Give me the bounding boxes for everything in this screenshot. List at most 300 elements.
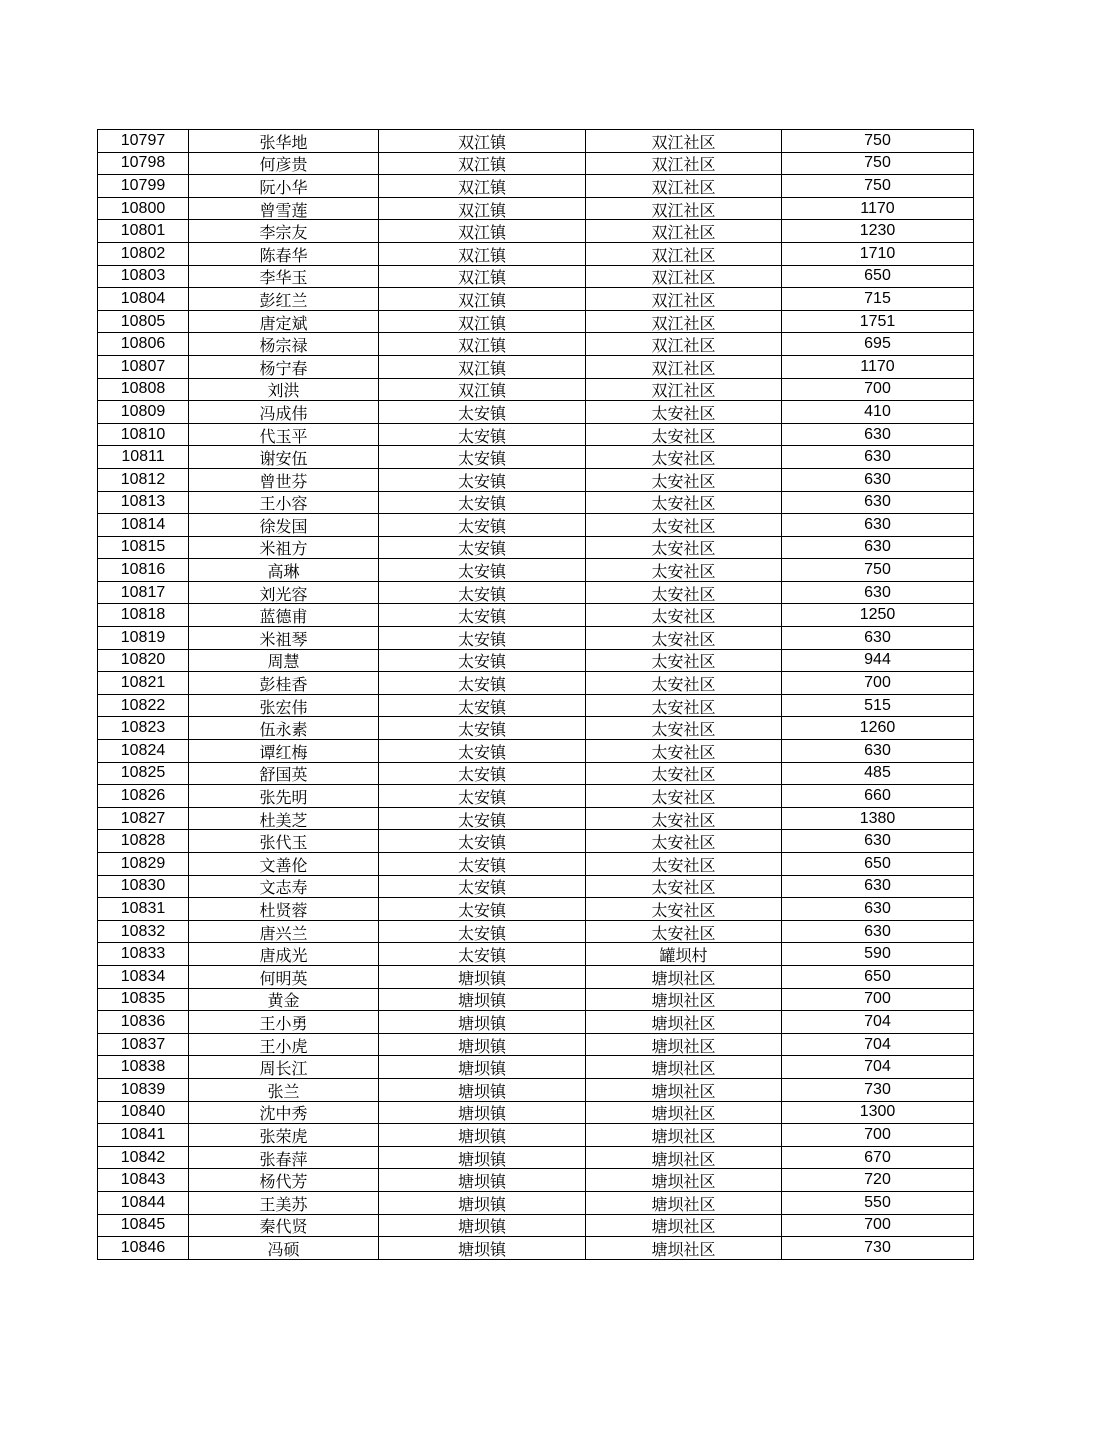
record-id-cell: 10834 (98, 965, 189, 988)
community-cell (586, 807, 782, 830)
table-row (98, 423, 974, 446)
person-name-text: 杜美芝 (259, 810, 308, 830)
person-name-text: 米祖方 (259, 539, 308, 559)
community-cell (586, 1033, 782, 1056)
person-name-text: 张华地 (259, 132, 308, 152)
person-name-cell (189, 694, 379, 717)
table-row (98, 1214, 974, 1237)
community-cell (586, 627, 782, 650)
community-text: 双江社区 (651, 155, 716, 175)
community-cell (586, 965, 782, 988)
person-name-cell (189, 310, 379, 333)
amount-cell: 750 (782, 130, 974, 153)
person-name-cell (189, 265, 379, 288)
person-name-text: 谢安伍 (259, 449, 308, 469)
amount-cell: 1751 (782, 310, 974, 333)
person-name-text: 舒国英 (259, 765, 308, 785)
community-cell (586, 604, 782, 627)
record-id-cell: 10824 (98, 740, 189, 763)
record-id-cell: 10844 (98, 1191, 189, 1214)
amount-cell: 630 (782, 468, 974, 491)
town-text: 太安镇 (457, 426, 506, 446)
community-text: 双江社区 (651, 358, 716, 378)
person-name-cell (189, 1191, 379, 1214)
amount-cell: 1170 (782, 197, 974, 220)
person-name-text: 彭红兰 (259, 290, 308, 310)
community-cell (586, 423, 782, 446)
person-name-text: 刘洪 (267, 381, 300, 401)
amount-cell: 630 (782, 740, 974, 763)
record-id-cell: 10827 (98, 807, 189, 830)
town-text: 太安镇 (457, 403, 506, 423)
amount-cell: 695 (782, 333, 974, 356)
record-id-cell: 10801 (98, 220, 189, 243)
record-id-cell: 10806 (98, 333, 189, 356)
record-id-cell: 10830 (98, 875, 189, 898)
community-cell (586, 649, 782, 672)
table-row (98, 310, 974, 333)
community-text: 太安社区 (651, 742, 716, 762)
town-cell (379, 1169, 586, 1192)
town-cell (379, 536, 586, 559)
town-text: 塘坝镇 (457, 991, 506, 1011)
person-name-text: 杨代芳 (259, 1172, 308, 1192)
amount-cell: 650 (782, 853, 974, 876)
town-text: 太安镇 (457, 562, 506, 582)
table-row (98, 920, 974, 943)
person-name-cell (189, 514, 379, 537)
community-cell (586, 785, 782, 808)
community-cell (586, 491, 782, 514)
record-id-cell: 10812 (98, 468, 189, 491)
person-name-cell (189, 559, 379, 582)
amount-cell: 700 (782, 1124, 974, 1147)
table-row (98, 1078, 974, 1101)
amount-cell: 704 (782, 1033, 974, 1056)
amount-cell: 720 (782, 1169, 974, 1192)
town-text: 塘坝镇 (457, 968, 506, 988)
town-cell (379, 1011, 586, 1034)
person-name-text: 彭桂香 (259, 675, 308, 695)
community-cell (586, 1078, 782, 1101)
person-name-text: 文善伦 (259, 855, 308, 875)
person-name-text: 文志寿 (259, 878, 308, 898)
person-name-cell (189, 1124, 379, 1147)
record-id-cell: 10810 (98, 423, 189, 446)
person-name-text: 王美苏 (259, 1194, 308, 1214)
town-text: 太安镇 (457, 494, 506, 514)
town-cell (379, 175, 586, 198)
community-text: 塘坝社区 (651, 991, 716, 1011)
person-name-cell (189, 1078, 379, 1101)
record-id-cell: 10819 (98, 627, 189, 650)
amount-cell: 730 (782, 1078, 974, 1101)
table-row (98, 785, 974, 808)
town-cell (379, 401, 586, 424)
table-row (98, 1191, 974, 1214)
person-name-text: 徐发国 (259, 516, 308, 536)
amount-cell: 1250 (782, 604, 974, 627)
table-row (98, 649, 974, 672)
table-row (98, 468, 974, 491)
person-name-text: 张荣虎 (259, 1126, 308, 1146)
table-row (98, 514, 974, 537)
table-row (98, 152, 974, 175)
community-text: 塘坝社区 (651, 1104, 716, 1124)
community-cell (586, 1011, 782, 1034)
town-cell (379, 130, 586, 153)
person-name-text: 周长江 (259, 1059, 308, 1079)
person-name-cell (189, 920, 379, 943)
person-name-text: 冯硕 (267, 1239, 300, 1259)
person-name-cell (189, 762, 379, 785)
town-text: 双江镇 (457, 132, 506, 152)
community-cell (586, 333, 782, 356)
community-cell (586, 875, 782, 898)
record-id-cell: 10833 (98, 943, 189, 966)
community-cell (586, 468, 782, 491)
record-id-cell: 10839 (98, 1078, 189, 1101)
town-cell (379, 197, 586, 220)
town-text: 双江镇 (457, 245, 506, 265)
town-text: 太安镇 (457, 539, 506, 559)
community-text: 太安社区 (651, 675, 716, 695)
record-id-cell: 10803 (98, 265, 189, 288)
community-text: 太安社区 (651, 765, 716, 785)
community-text: 双江社区 (651, 223, 716, 243)
community-text: 塘坝社区 (651, 1036, 716, 1056)
table-row (98, 491, 974, 514)
record-id-cell: 10825 (98, 762, 189, 785)
person-name-text: 黄金 (267, 991, 300, 1011)
community-text: 塘坝社区 (651, 1172, 716, 1192)
person-name-cell (189, 853, 379, 876)
person-name-text: 张兰 (267, 1081, 300, 1101)
amount-cell: 630 (782, 491, 974, 514)
town-cell (379, 378, 586, 401)
town-cell (379, 807, 586, 830)
amount-cell: 630 (782, 875, 974, 898)
community-cell (586, 1146, 782, 1169)
person-name-text: 王小容 (259, 494, 308, 514)
amount-cell: 1260 (782, 717, 974, 740)
amount-cell: 630 (782, 423, 974, 446)
community-cell (586, 1191, 782, 1214)
town-text: 太安镇 (457, 810, 506, 830)
community-text: 太安社区 (651, 878, 716, 898)
community-text: 太安社区 (651, 788, 716, 808)
amount-cell: 630 (782, 898, 974, 921)
person-name-text: 曾世芬 (259, 471, 308, 491)
person-name-text: 伍永素 (259, 720, 308, 740)
person-name-cell (189, 401, 379, 424)
person-name-text: 刘光容 (259, 584, 308, 604)
community-text: 双江社区 (651, 290, 716, 310)
town-cell (379, 740, 586, 763)
amount-cell: 700 (782, 1214, 974, 1237)
town-text: 太安镇 (457, 449, 506, 469)
table-row (98, 853, 974, 876)
table-row (98, 604, 974, 627)
amount-cell: 630 (782, 627, 974, 650)
community-cell (586, 401, 782, 424)
town-text: 塘坝镇 (457, 1081, 506, 1101)
community-cell (586, 220, 782, 243)
table-row (98, 1237, 974, 1260)
community-text: 双江社区 (651, 132, 716, 152)
town-text: 双江镇 (457, 313, 506, 333)
community-text: 太安社区 (651, 539, 716, 559)
table-row (98, 288, 974, 311)
community-cell (586, 175, 782, 198)
person-name-text: 张宏伟 (259, 697, 308, 717)
record-id-cell: 10813 (98, 491, 189, 514)
town-cell (379, 491, 586, 514)
community-cell (586, 536, 782, 559)
amount-cell: 750 (782, 175, 974, 198)
table-row (98, 333, 974, 356)
town-text: 塘坝镇 (457, 1239, 506, 1259)
person-name-cell (189, 423, 379, 446)
community-text: 太安社区 (651, 833, 716, 853)
town-text: 双江镇 (457, 155, 506, 175)
community-cell (586, 1169, 782, 1192)
community-text: 塘坝社区 (651, 968, 716, 988)
town-text: 太安镇 (457, 697, 506, 717)
record-id-cell: 10838 (98, 1056, 189, 1079)
amount-cell: 715 (782, 288, 974, 311)
town-text: 双江镇 (457, 358, 506, 378)
table-row (98, 1011, 974, 1034)
amount-cell: 515 (782, 694, 974, 717)
town-cell (379, 965, 586, 988)
community-text: 塘坝社区 (651, 1059, 716, 1079)
person-name-cell (189, 1033, 379, 1056)
community-cell (586, 1101, 782, 1124)
town-text: 太安镇 (457, 516, 506, 536)
table-row (98, 717, 974, 740)
record-id-cell: 10799 (98, 175, 189, 198)
person-name-text: 蓝德甫 (259, 607, 308, 627)
person-name-text: 陈春华 (259, 245, 308, 265)
community-text: 太安社区 (651, 810, 716, 830)
community-cell (586, 152, 782, 175)
community-text: 双江社区 (651, 268, 716, 288)
table-row (98, 355, 974, 378)
person-name-text: 唐兴兰 (259, 923, 308, 943)
town-cell (379, 310, 586, 333)
table-row (98, 988, 974, 1011)
person-name-cell (189, 175, 379, 198)
amount-cell: 630 (782, 830, 974, 853)
record-id-cell: 10805 (98, 310, 189, 333)
person-name-text: 杨宗禄 (259, 336, 308, 356)
town-cell (379, 423, 586, 446)
person-name-text: 代玉平 (259, 426, 308, 446)
record-id-cell: 10809 (98, 401, 189, 424)
community-cell (586, 559, 782, 582)
community-cell (586, 988, 782, 1011)
person-name-cell (189, 672, 379, 695)
person-name-cell (189, 807, 379, 830)
record-id-cell: 10826 (98, 785, 189, 808)
town-cell (379, 830, 586, 853)
record-id-cell: 10816 (98, 559, 189, 582)
table-row (98, 1146, 974, 1169)
community-text: 太安社区 (651, 449, 716, 469)
person-name-text: 唐成光 (259, 946, 308, 966)
town-cell (379, 333, 586, 356)
table-row (98, 740, 974, 763)
community-text: 双江社区 (651, 336, 716, 356)
amount-cell: 485 (782, 762, 974, 785)
table-row (98, 446, 974, 469)
table-row (98, 559, 974, 582)
community-text: 塘坝社区 (651, 1013, 716, 1033)
amount-cell: 1170 (782, 355, 974, 378)
table-row (98, 536, 974, 559)
town-text: 太安镇 (457, 675, 506, 695)
person-name-cell (189, 220, 379, 243)
person-name-cell (189, 627, 379, 650)
community-text: 太安社区 (651, 494, 716, 514)
person-name-cell (189, 785, 379, 808)
record-id-cell: 10831 (98, 898, 189, 921)
table-row (98, 242, 974, 265)
town-text: 双江镇 (457, 200, 506, 220)
town-cell (379, 1237, 586, 1260)
person-name-cell (189, 988, 379, 1011)
community-text: 太安社区 (651, 697, 716, 717)
community-text: 太安社区 (651, 516, 716, 536)
town-cell (379, 152, 586, 175)
person-name-text: 沈中秀 (259, 1104, 308, 1124)
town-cell (379, 604, 586, 627)
community-cell (586, 717, 782, 740)
town-text: 太安镇 (457, 720, 506, 740)
record-id-cell: 10798 (98, 152, 189, 175)
person-name-text: 张代玉 (259, 833, 308, 853)
table-row (98, 1169, 974, 1192)
amount-cell: 944 (782, 649, 974, 672)
community-cell (586, 1124, 782, 1147)
town-text: 双江镇 (457, 268, 506, 288)
town-text: 双江镇 (457, 177, 506, 197)
amount-cell: 630 (782, 446, 974, 469)
record-id-cell: 10841 (98, 1124, 189, 1147)
community-cell (586, 762, 782, 785)
community-cell (586, 898, 782, 921)
community-text: 太安社区 (651, 923, 716, 943)
town-text: 太安镇 (457, 629, 506, 649)
town-cell (379, 265, 586, 288)
table-row (98, 1056, 974, 1079)
record-id-cell: 10811 (98, 446, 189, 469)
community-cell (586, 130, 782, 153)
record-id-cell: 10832 (98, 920, 189, 943)
table-row (98, 1101, 974, 1124)
town-text: 双江镇 (457, 223, 506, 243)
town-text: 塘坝镇 (457, 1036, 506, 1056)
record-id-cell: 10807 (98, 355, 189, 378)
community-cell (586, 265, 782, 288)
person-name-cell (189, 717, 379, 740)
person-name-cell (189, 242, 379, 265)
amount-cell: 550 (782, 1191, 974, 1214)
town-text: 塘坝镇 (457, 1172, 506, 1192)
person-name-text: 王小虎 (259, 1036, 308, 1056)
town-text: 太安镇 (457, 946, 506, 966)
person-name-text: 唐定斌 (259, 313, 308, 333)
community-text: 太安社区 (651, 855, 716, 875)
community-text: 太安社区 (651, 562, 716, 582)
community-cell (586, 830, 782, 853)
table-row (98, 378, 974, 401)
record-id-cell: 10808 (98, 378, 189, 401)
town-text: 太安镇 (457, 923, 506, 943)
town-text: 双江镇 (457, 336, 506, 356)
person-name-text: 杜贤蓉 (259, 900, 308, 920)
town-cell (379, 559, 586, 582)
table-row (98, 762, 974, 785)
community-cell (586, 378, 782, 401)
community-text: 双江社区 (651, 381, 716, 401)
community-text: 双江社区 (651, 313, 716, 333)
person-name-cell (189, 288, 379, 311)
town-cell (379, 1056, 586, 1079)
town-cell (379, 717, 586, 740)
person-name-cell (189, 536, 379, 559)
table-row (98, 875, 974, 898)
community-text: 塘坝社区 (651, 1149, 716, 1169)
community-text: 太安社区 (651, 426, 716, 446)
amount-cell: 704 (782, 1056, 974, 1079)
person-name-text: 李宗友 (259, 223, 308, 243)
amount-cell: 590 (782, 943, 974, 966)
town-cell (379, 853, 586, 876)
community-text: 太安社区 (651, 607, 716, 627)
record-id-cell: 10836 (98, 1011, 189, 1034)
town-text: 太安镇 (457, 878, 506, 898)
table-row (98, 694, 974, 717)
table-row (98, 130, 974, 153)
amount-cell: 704 (782, 1011, 974, 1034)
town-text: 塘坝镇 (457, 1013, 506, 1033)
person-name-cell (189, 740, 379, 763)
community-cell (586, 242, 782, 265)
table-row (98, 830, 974, 853)
amount-cell: 650 (782, 265, 974, 288)
amount-cell: 730 (782, 1237, 974, 1260)
person-name-cell (189, 468, 379, 491)
town-cell (379, 672, 586, 695)
person-name-text: 谭红梅 (259, 742, 308, 762)
town-text: 塘坝镇 (457, 1149, 506, 1169)
amount-cell: 700 (782, 988, 974, 1011)
town-text: 双江镇 (457, 381, 506, 401)
person-name-cell (189, 197, 379, 220)
person-name-cell (189, 446, 379, 469)
town-cell (379, 1214, 586, 1237)
town-cell (379, 468, 586, 491)
town-text: 太安镇 (457, 652, 506, 672)
community-cell (586, 1237, 782, 1260)
town-cell (379, 920, 586, 943)
person-name-cell (189, 152, 379, 175)
community-cell (586, 446, 782, 469)
record-id-cell: 10842 (98, 1146, 189, 1169)
person-name-text: 杨宁春 (259, 358, 308, 378)
